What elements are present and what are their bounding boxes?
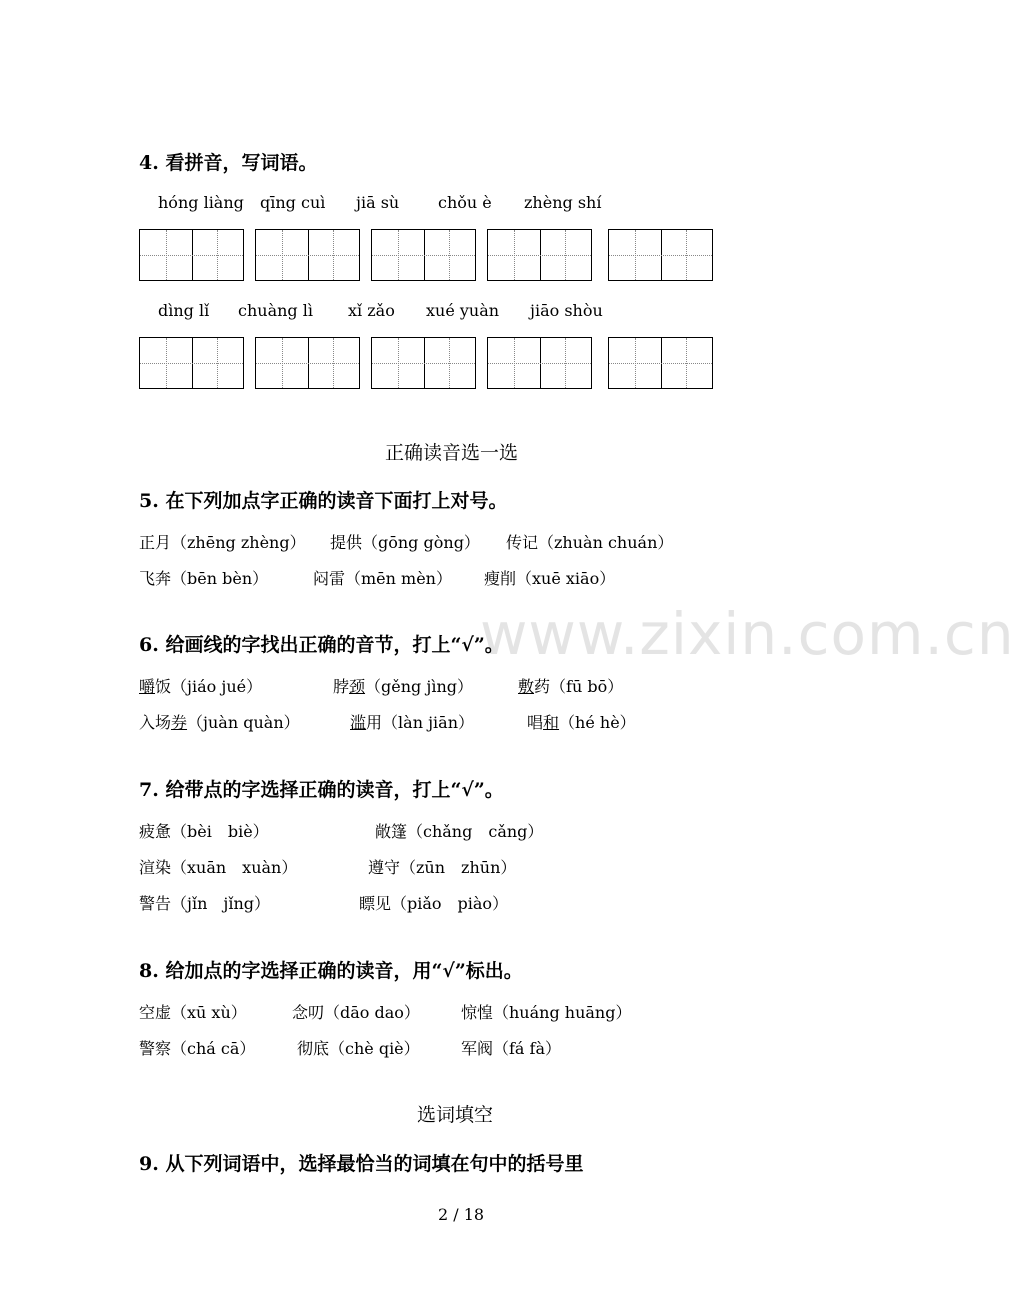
q8-item: 惊惶（huáng huāng） [461,1003,632,1022]
q7-item: 警告（jǐn jǐng） [139,894,271,913]
q8-item: 空虚（xū xù） [139,1003,247,1022]
q6-item: 滥用（làn jiān） [350,713,475,732]
writing-grid[interactable] [487,337,592,389]
q7-item: 瞟见（piǎo piào） [359,894,509,913]
q8-item: 念叨（dāo dao） [292,1003,420,1022]
q5-item: 正月（zhēng zhèng） [139,533,306,552]
q5-item: 提供（gōng gòng） [330,533,480,552]
writing-grid[interactable] [608,229,713,281]
q7-item: 疲惫（bèi biè） [139,822,269,841]
q8-title: 8. 给加点的字选择正确的读音，用“√”标出。 [139,960,523,982]
writing-grid[interactable] [255,337,360,389]
writing-grid[interactable] [608,337,713,389]
q5-item: 瘦削（xuē xiāo） [484,569,616,588]
q8-item: 彻底（chè qiè） [297,1039,420,1058]
q6-item: 敷药（fū bō） [518,677,624,696]
q5-item: 飞奔（bēn bèn） [139,569,269,588]
q6-item: 嚼饭（jiáo jué） [139,677,263,696]
pinyin-r2-1: dìng lǐ [158,301,210,320]
pinyin-r1-1: hóng liàng [158,193,244,212]
q7-title: 7. 给带点的字选择正确的读音，打上“√”。 [139,779,504,801]
pinyin-r2-2: chuàng lì [238,301,313,320]
writing-grid[interactable] [371,229,476,281]
q8-item: 警察（chá cā） [139,1039,256,1058]
q8-item: 军阀（fá fà） [461,1039,562,1058]
page-number: 2 / 18 [438,1205,485,1224]
q6-item: 唱和（hé hè） [527,713,636,732]
q5-item: 传记（zhuàn chuán） [506,533,674,552]
q6-item: 入场券（juàn quàn） [139,713,300,732]
pinyin-r2-3: xǐ zǎo [348,301,395,320]
pinyin-r2-5: jiāo shòu [530,301,603,320]
q7-item: 渲染（xuān xuàn） [139,858,298,877]
pinyin-r2-4: xué yuàn [426,301,500,320]
writing-grid[interactable] [139,229,244,281]
pinyin-r1-2: qīng cuì [260,193,326,212]
pinyin-r1-4: chǒu è [438,193,492,212]
watermark: www.zixin.com.cn [480,600,1015,668]
q9-title: 9. 从下列词语中，选择最恰当的词填在句中的括号里 [139,1153,584,1175]
writing-grid[interactable] [371,337,476,389]
writing-grid[interactable] [255,229,360,281]
pinyin-r1-3: jiā sù [356,193,400,212]
q5-item: 闷雷（mēn mèn） [313,569,452,588]
pinyin-r1-5: zhèng shí [524,193,602,212]
writing-grid[interactable] [487,229,592,281]
writing-grid[interactable] [139,337,244,389]
q7-item: 敞篷（chǎng cǎng） [375,822,544,841]
q6-item: 脖颈（gěng jìng） [333,677,474,696]
q6-title: 6. 给画线的字找出正确的音节，打上“√”。 [139,634,504,656]
section-heading-fill: 选词填空 [417,1104,494,1126]
q7-item: 遵守（zūn zhūn） [368,858,517,877]
q4-title: 4. 看拼音，写词语。 [139,152,318,174]
section-heading-pronunciation: 正确读音选一选 [385,442,519,464]
q5-title: 5. 在下列加点字正确的读音下面打上对号。 [139,490,508,512]
